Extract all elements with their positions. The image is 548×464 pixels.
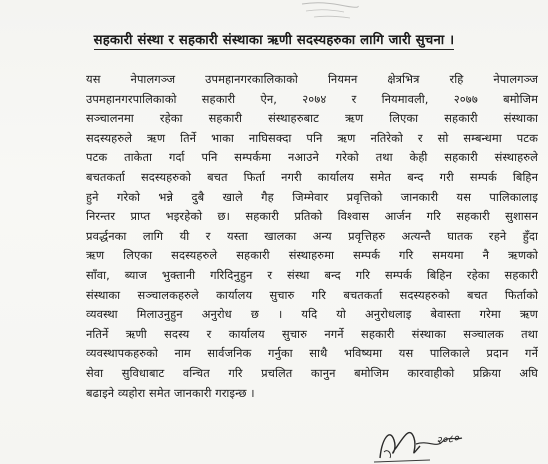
notice-body-line: प्रवर्द्धनका लागि यी र यस्ता खालका अन्य प्रवृत्तिहरु अत्यन्तै घातक रहने हुँदा bbox=[86, 228, 538, 243]
signature-date: २०८० bbox=[435, 431, 460, 448]
notice-body-line: सञ्चालनमा रहेका सहकारी संस्थाहरुबाट ऋण लिएका सहकारी संस्थाका bbox=[86, 111, 538, 126]
notice-body-line: संस्थाका सञ्चालकहरुले कार्यालय सुचारु गरि बचतकर्ता सदस्यहरुको बचत फिर्ताको bbox=[86, 287, 538, 302]
notice-body bbox=[86, 70, 538, 403]
notice-body-line: सदस्यहरुले ऋण तिर्ने भाका नाघिसक्दा पनि ऋण नतिरेको र सो सम्बन्धमा पटक bbox=[86, 130, 538, 145]
notice-body-line: उपमहानगरपालिकाको सहकारी ऐन, २०७४ र नियमावली, २०७७ बमोजिम bbox=[86, 91, 538, 106]
office-stamp-mark bbox=[300, 0, 360, 22]
notice-body-line: बचतकर्ता सदस्यहरुको बचत फिर्ता नगरी कार्यालय समेत बन्द गरी सम्पर्क बिहिन bbox=[86, 169, 538, 184]
notice-body-line: व्यवस्था मिलाउनुहुन अनुरोध छ । यदि यो अनुरोधलाइ बेवास्ता गरेमा ऋण bbox=[86, 307, 538, 322]
notice-body-line: सेवा सुविधाबाट वन्चित गरि प्रचलित कानुन बमोजिम कारवाहीको प्रक्रिया अघि bbox=[86, 365, 538, 380]
notice-body-line: ऋण लिएका सदस्यहरुले सहकारी संस्थाहरुमा सम्पर्क गरि समयमा नै ऋणको bbox=[86, 248, 538, 263]
notice-title-text: सहकारी संस्था र सहकारी संस्थाका ऋणी सदस्यहरुका लागि जारी सुचना । bbox=[93, 33, 455, 48]
notice-body-line: बढाइने व्यहोरा समेत जानकारी गराइन्छ । bbox=[86, 385, 255, 400]
notice-body-line: हुने गरेको भन्ने दुबै खाले गैह जिम्मेवार प्रवृत्तिको जानकारी यस पालिकालाइ bbox=[86, 189, 538, 204]
notice-body-line: पटक ताकेता गर्दा पनि सम्पर्कमा नआउने गरेको तथा केही सहकारी संस्थाहरुले bbox=[86, 150, 538, 165]
notice-body-line: नतिर्ने ऋणी सदस्य र कार्यालय सुचारु नगर्ने सहकारी संस्थाका सञ्चालक तथा bbox=[86, 326, 538, 341]
notice-body-line: यस नेपालगञ्ज उपमहानगरकालिकाको नियमन क्षेत्रभित्र रहि नेपालगञ्ज bbox=[86, 72, 538, 86]
notice-body-line: व्यवस्थापकहरुको नाम सार्वजनिक गर्नुका साथै भविष्यमा यस पालिकाले प्रदान गर्ने bbox=[86, 346, 538, 361]
notice-body-line: निरन्तर प्राप्त भइरहेको छ। सहकारी प्रतिको विश्वास आर्जन गरि सहकारी सुशासन bbox=[86, 209, 538, 224]
notice-body-line: साँवा, ब्याज भुक्तानी गरिदिनुहुन र संस्था बन्द गरि सम्पर्क बिहिन रहेका सहकारी bbox=[86, 267, 538, 282]
signature-mark bbox=[370, 418, 480, 464]
notice-title bbox=[0, 30, 548, 48]
